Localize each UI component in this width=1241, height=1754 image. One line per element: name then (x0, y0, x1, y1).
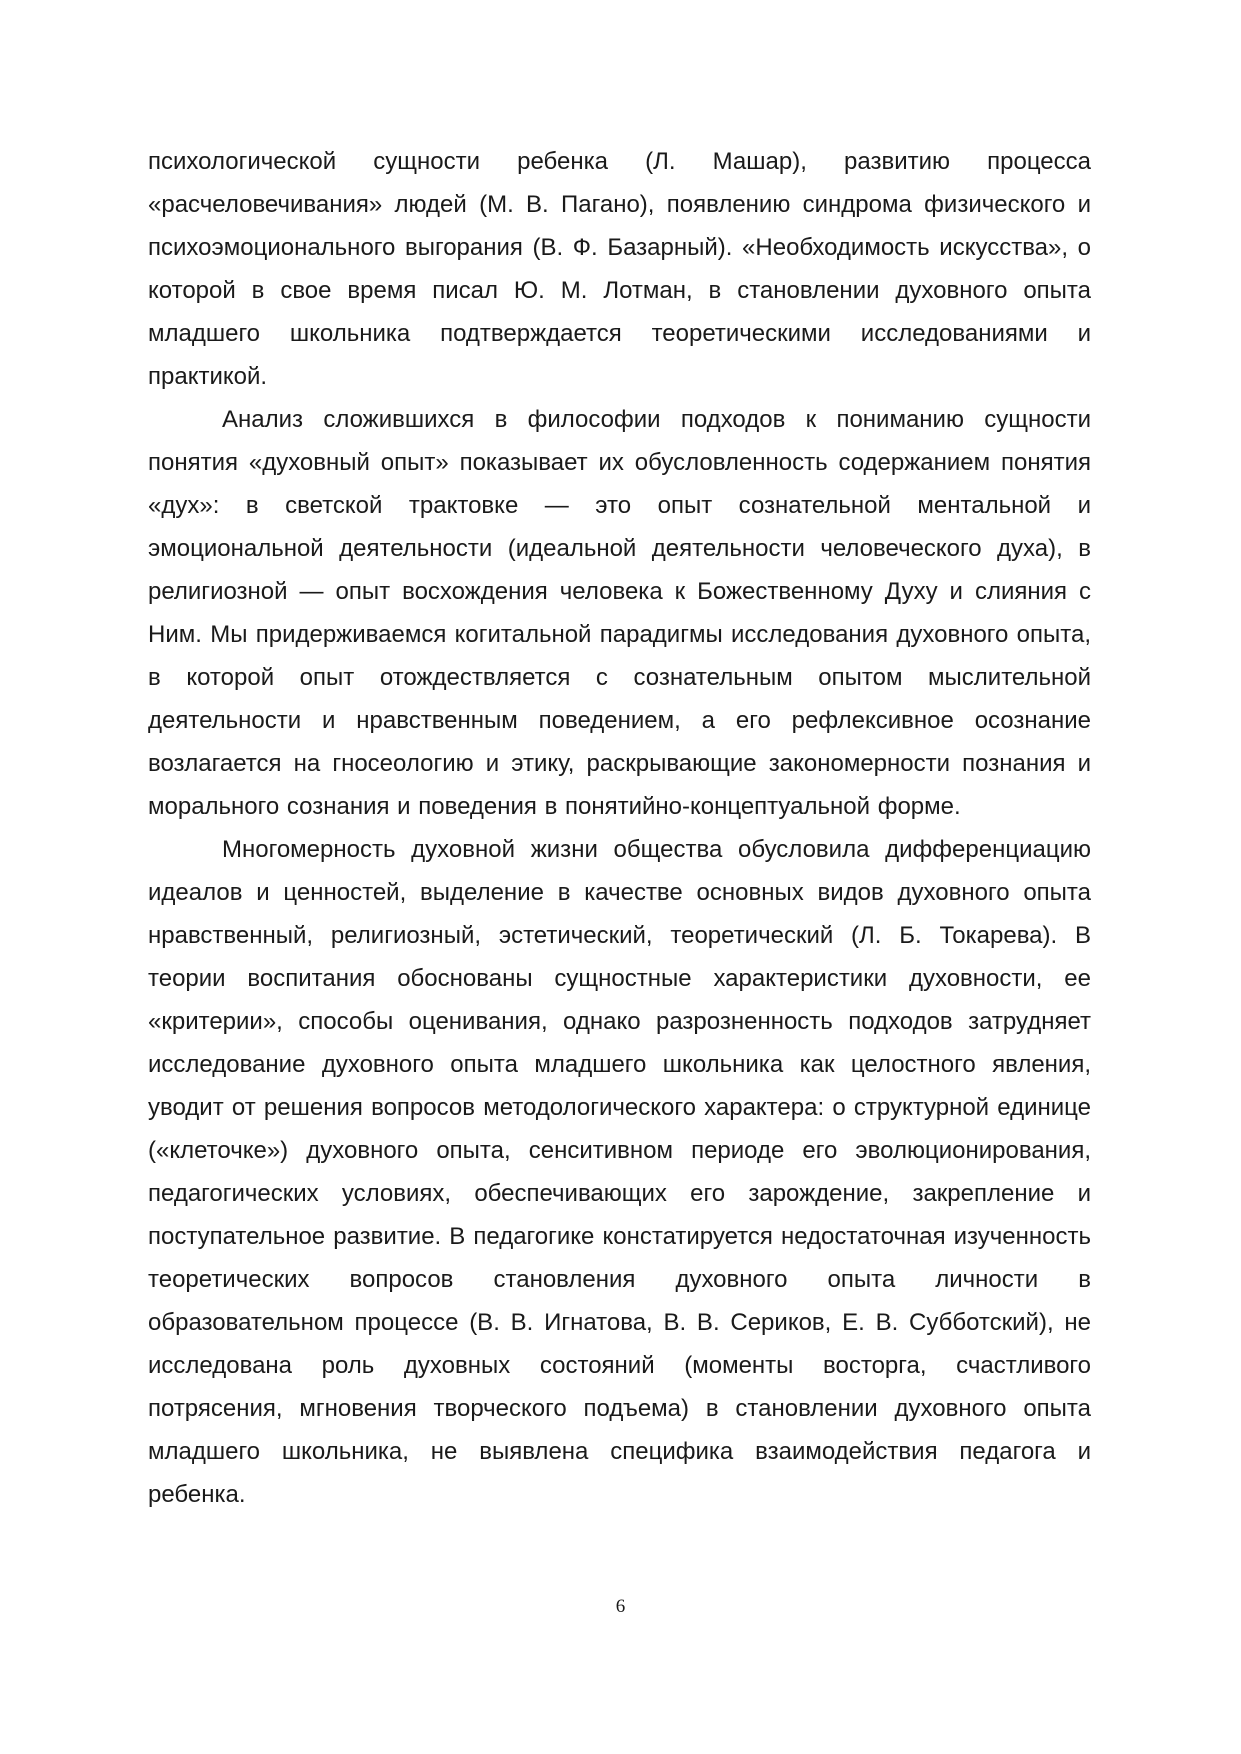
body-text (148, 140, 1091, 1516)
page-number: 6 (615, 1596, 626, 1617)
paragraph-3: Многомерность духовной жизни общества обусловила дифференциацию идеалов и ценностей, выделение в качестве основных видов духовного опыта нравственный, религиозный, эстетический, теоретический (Л. Б. Токарева). В теории воспитания обоснованы сущностные характеристики духовности, ее «критерии», способы оценивания, однако разрозненность подходов затрудняет исследование духовного опыта младшего школьника как целостного явления, уводит от решения вопросов методологического характера: о структурной единице («клеточке») духовного опыта, сенситивном периоде его эволюционирования, педагогических условиях, обеспечивающих его зарождение, закрепление и поступательное развитие. В педагогике констатируется недостаточная изученность теоретических вопросов становления духовного опыта личности в образовательном процессе (В. В. Игнатова, В. В. Сериков, Е. В. Субботский), не исследована роль духовных состояний (моменты восторга, счастливого потрясения, мгновения творческого подъема) в становлении духовного опыта младшего школьника, не выявлена специфика взаимодействия педагога и ребенка. (148, 836, 1091, 1508)
paragraph-2: Анализ сложившихся в философии подходов к пониманию сущности понятия «духовный опыт» показывает их обусловленность содержанием понятия «дух»: в светской трактовке — это опыт сознательной ментальной и эмоциональной деятельности (идеальной деятельности человеческого духа), в религиозной — опыт восхождения человека к Божественному Духу и слияния с Ним. Мы придерживаемся когитальной парадигмы исследования духовного опыта, в которой опыт отождествляется с сознательным опытом мыслительной деятельности и нравственным поведением, а его рефлексивное осознание возлагается на гносеологию и этику, раскрывающие закономерности познания и морального сознания и поведения в понятийно-концептуальной форме. (148, 406, 1091, 820)
paragraph-1: психологической сущности ребенка (Л. Машар), развитию процесса «расчеловечивания» людей (М. В. Пагано), появлению синдрома физического и психоэмоционального выгорания (В. Ф. Базарный). «Необходимость искусства», о которой в свое время писал Ю. М. Лотман, в становлении духовного опыта младшего школьника подтверждается теоретическими исследованиями и практикой. (148, 148, 1091, 390)
